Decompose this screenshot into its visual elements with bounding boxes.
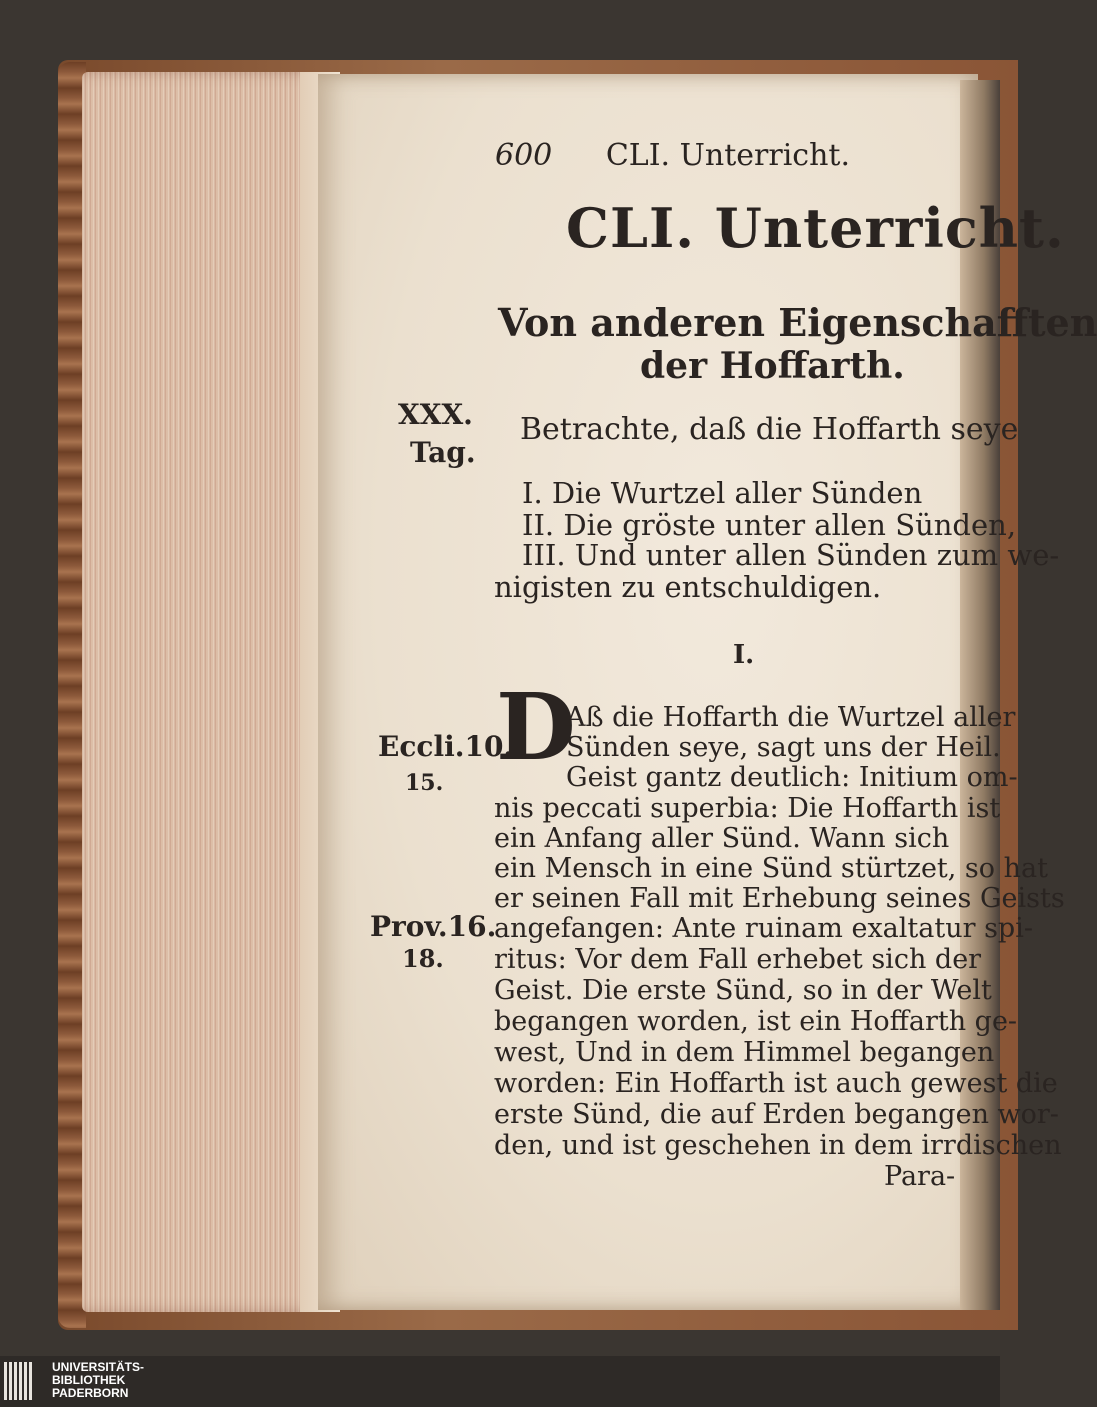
body-line: erste Sünd, die auf Erden begangen wor- [494,1099,1059,1130]
margin-note-prov: Prov.16. [370,910,497,943]
point-3: III. Und unter allen Sünden zum we- [522,538,1060,572]
body-line: angefangen: Ante ruinam exaltatur spi- [494,913,1033,944]
running-head [495,138,850,173]
body-line: ritus: Vor dem Fall erhebet sich der [494,944,982,975]
library-logo-icon [4,1362,44,1400]
logo-line-1: UNIVERSITÄTS- [52,1360,145,1374]
chapter-title: CLI. Unterricht. [566,196,1065,260]
logo-line-3: PADERBORN [52,1386,129,1400]
logo-line-2: BIBLIOTHEK [52,1373,126,1387]
body-line: Aß die Hoffarth die Wurtzel aller [566,702,1016,733]
library-logo-text [52,1361,144,1400]
subtitle-line-2: der Hoffarth. [640,345,905,387]
section-number: I. [733,640,755,670]
body-line: Sünden seye, sagt uns der Heil. [566,732,1001,763]
body-line: west, Und in dem Himmel begangen [494,1037,995,1068]
page-edges [82,72,322,1312]
point-1: I. Die Wurtzel aller Sünden [522,476,923,510]
margin-note-prov-verse: 18. [402,944,444,973]
margin-note-eccli: Eccli.10. [378,730,514,763]
subtitle-line-1: Von anderen Eigenschafften [498,300,1097,345]
intro-line: Betrachte, daß die Hoffarth seye [520,412,1019,447]
point-3-continuation: nigisten zu entschuldigen. [494,570,882,604]
running-head-title: CLI. Unterricht. [605,138,851,173]
margin-note-day-number: XXX. [398,398,473,431]
body-line: den, und ist geschehen in dem irrdischen [494,1130,1062,1161]
body-line: begangen worden, ist ein Hoffarth ge- [494,1006,1018,1037]
library-footer [0,1356,1000,1407]
body-line: Geist. Die erste Sünd, so in der Welt [494,975,992,1006]
body-line: worden: Ein Hoffarth ist auch gewest die [494,1068,1058,1099]
catchword: Para- [884,1161,956,1192]
body-line: ein Mensch in eine Sünd stürtzet, so hat [494,853,1048,884]
body-line: Geist gantz deutlich: Initium om- [566,762,1018,793]
margin-note-eccli-verse: 15. [405,770,444,796]
page-number: 600 [495,138,553,173]
point-2: II. Die gröste unter allen Sünden, [522,508,1017,542]
body-line: nis peccati superbia: Die Hoffarth ist [494,793,1001,824]
margin-note-day-label: Tag. [410,436,476,469]
body-line: ein Anfang aller Sünd. Wann sich [494,823,950,854]
body-line: er seinen Fall mit Erhebung seines Geists [494,883,1065,914]
drop-cap-letter: D [496,673,576,781]
